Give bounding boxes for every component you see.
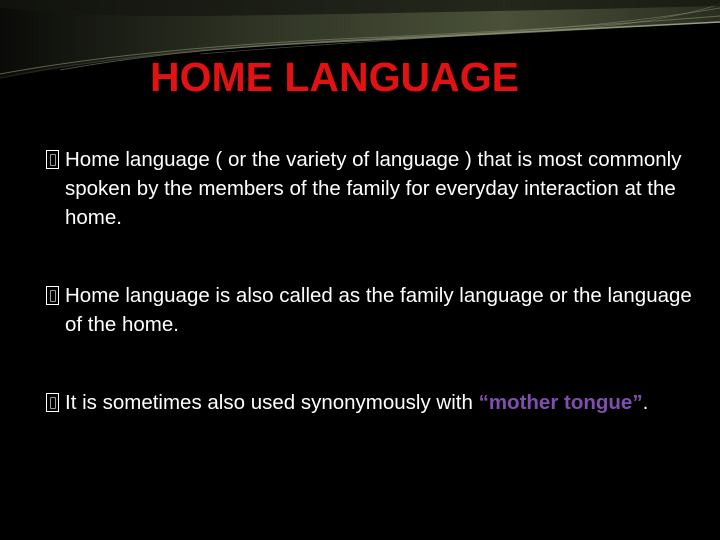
bullet-box-icon [46, 393, 59, 412]
bullet-box-icon [46, 286, 59, 305]
bullet-item [46, 281, 696, 339]
bullet-item [46, 388, 696, 417]
slide-title: HOME LANGUAGE [150, 54, 519, 100]
bullet-list [46, 145, 696, 466]
bullet-text-before: It is sometimes also used synonymously with [65, 391, 479, 414]
emphasis-text: “mother tongue” [478, 391, 643, 414]
bullet-text: Home language ( or the variety of language ) that is most commonly spoken by the members of the family for everyday interaction at the home. [65, 148, 682, 229]
bullet-box-icon [46, 150, 59, 169]
bullet-text: Home language is also called as the family language or the language of the home. [65, 284, 692, 336]
bullet-item [46, 145, 696, 232]
bullet-text-after: . [642, 391, 649, 414]
